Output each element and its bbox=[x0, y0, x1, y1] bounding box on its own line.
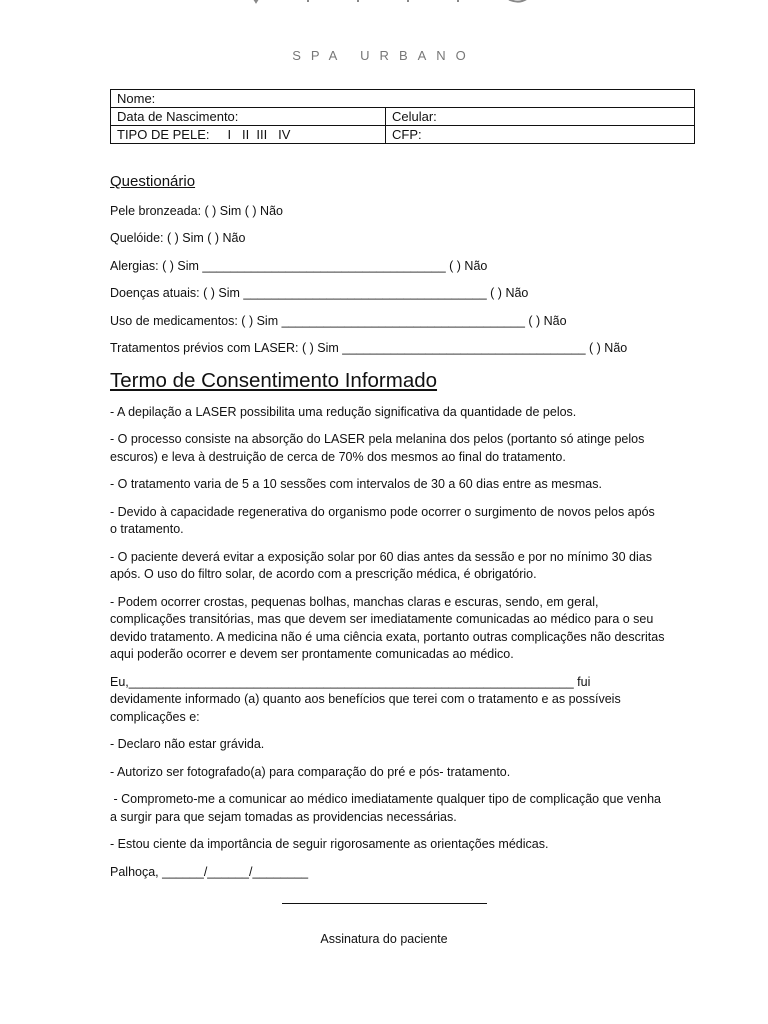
date-field[interactable]: Palhoça, ______/______/________ bbox=[110, 864, 309, 879]
termo-paragraph: - Declaro não estar grávida. bbox=[110, 737, 265, 751]
logo-subtitle: SPA URBANO bbox=[292, 48, 476, 63]
patient-declaration[interactable]: Eu,________________________________________________________________ fui devidamente informado (a) quanto aos benefícios que terei com o tratamento e as possíveis complicações e: bbox=[110, 674, 621, 724]
logo-header bbox=[0, 0, 768, 70]
termo-paragraph: - Estou ciente da importância de seguir rigorosamente as orientações médicas. bbox=[110, 837, 549, 851]
nome-field[interactable]: Nome: bbox=[111, 90, 695, 108]
questionario-title: Questionário bbox=[110, 173, 196, 190]
termo-paragraph: - O processo consiste na absorção do LASER pela melanina dos pelos (portanto só atinge pelos escuros) e leva à destruição de cerca de 70% dos mesmos ao final do tratamento. bbox=[110, 432, 645, 464]
termo-paragraph: - A depilação a LASER possibilita uma redução significativa da quantidade de pelos. bbox=[110, 404, 577, 419]
question-alergias[interactable]: Alergias: ( ) Sim ___________________________________ ( ) Não bbox=[110, 258, 488, 273]
question-queloide[interactable]: Quelóide: ( ) Sim ( ) Não bbox=[110, 231, 246, 245]
question-medicamentos[interactable]: Uso de medicamentos: ( ) Sim ___________________________________ ( ) Não bbox=[110, 313, 567, 328]
signature-line[interactable] bbox=[282, 903, 487, 904]
termo-paragraph: - O tratamento varia de 5 a 10 sessões com intervalos de 30 a 60 dias entre as mesmas. bbox=[110, 477, 602, 491]
signature-label: Assinatura do paciente bbox=[320, 932, 448, 946]
logo-mark bbox=[238, 0, 538, 16]
question-pele-bronzeada[interactable]: Pele bronzeada: ( ) Sim ( ) Não bbox=[110, 203, 283, 218]
nascimento-field[interactable]: Data de Nascimento: bbox=[111, 108, 386, 126]
document-body bbox=[110, 173, 665, 891]
termo-paragraph: - Comprometo-me a comunicar ao médico imediatamente qualquer tipo de complicação que venha a surgir para que sejam tomadas as providencias necessárias. bbox=[110, 792, 665, 824]
cfp-field[interactable]: CFP: bbox=[386, 126, 695, 144]
termo-paragraph: - Autorizo ser fotografado(a) para comparação do pré e pós- tratamento. bbox=[110, 764, 511, 779]
termo-paragraph: - O paciente deverá evitar a exposição solar por 60 dias antes da sessão e por no mínimo 30 dias após. O uso do filtro solar, de acordo com a prescrição médica, é obrigatório. bbox=[110, 549, 652, 581]
termo-paragraph: - Podem ocorrer crostas, pequenas bolhas, manchas claras e escuras, sendo, em geral, complicações transitórias, mas que devem ser imediatamente comunicadas ao médico para o seu devido tratamento. A medicina não é uma ciência exata, portanto outras complicações não descritas aqui poderão ocorrer e devem ser prontamente comunicadas ao médico. bbox=[110, 594, 665, 661]
patient-info-table bbox=[110, 89, 695, 144]
celular-field[interactable]: Celular: bbox=[386, 108, 695, 126]
termo-title: Termo de Consentimento Informado bbox=[110, 368, 438, 392]
question-doencas[interactable]: Doenças atuais: ( ) Sim ___________________________________ ( ) Não bbox=[110, 286, 529, 300]
termo-paragraph: - Devido à capacidade regenerativa do organismo pode ocorrer o surgimento de novos pelos após o tratamento. bbox=[110, 504, 655, 536]
question-tratamentos-laser[interactable]: Tratamentos prévios com LASER: ( ) Sim ___________________________________ ( ) Não bbox=[110, 341, 628, 355]
tipo-pele-field[interactable]: TIPO DE PELE: I II III IV bbox=[111, 126, 386, 144]
